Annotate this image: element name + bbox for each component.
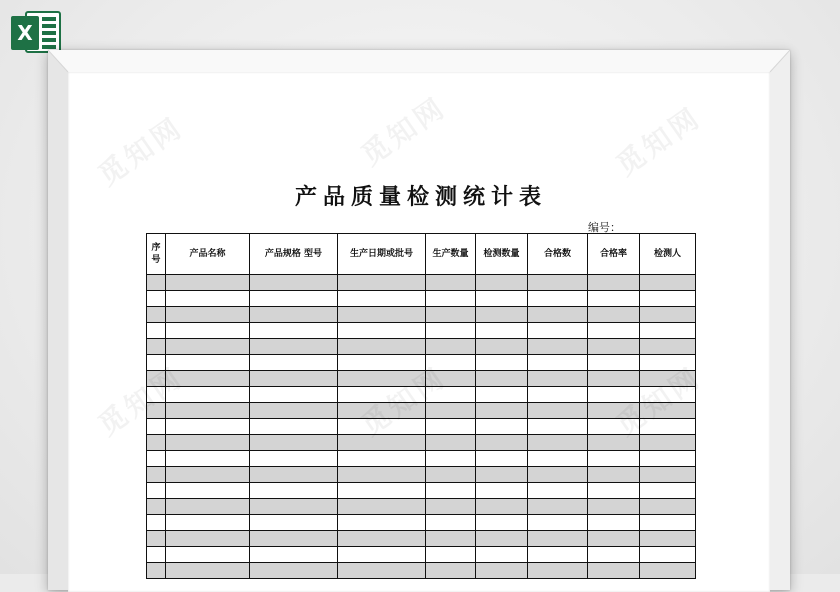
table-cell[interactable] bbox=[476, 499, 528, 515]
table-cell[interactable] bbox=[338, 339, 426, 355]
table-cell[interactable] bbox=[338, 387, 426, 403]
table-cell[interactable] bbox=[476, 307, 528, 323]
table-cell[interactable] bbox=[640, 403, 696, 419]
table-cell[interactable] bbox=[426, 403, 476, 419]
table-cell[interactable] bbox=[426, 531, 476, 547]
table-cell[interactable] bbox=[426, 307, 476, 323]
table-cell[interactable] bbox=[426, 275, 476, 291]
table-cell[interactable] bbox=[250, 371, 338, 387]
table-cell[interactable] bbox=[338, 291, 426, 307]
table-cell[interactable] bbox=[250, 323, 338, 339]
table-cell[interactable] bbox=[426, 451, 476, 467]
table-cell[interactable] bbox=[528, 547, 588, 563]
page-title: 产品质量检测统计表 bbox=[294, 185, 547, 210]
table-cell[interactable] bbox=[338, 419, 426, 435]
table-cell[interactable] bbox=[528, 275, 588, 291]
table-row bbox=[147, 291, 696, 307]
table-row bbox=[147, 419, 696, 435]
table-cell[interactable] bbox=[640, 355, 696, 371]
table-cell[interactable] bbox=[528, 355, 588, 371]
header-cell: 产品名称 bbox=[166, 234, 250, 275]
table-cell[interactable] bbox=[338, 451, 426, 467]
table-cell[interactable] bbox=[250, 547, 338, 563]
table-cell[interactable] bbox=[588, 403, 640, 419]
table-cell[interactable] bbox=[250, 499, 338, 515]
table-cell[interactable] bbox=[147, 499, 166, 515]
header-cell: 序号 bbox=[147, 234, 166, 275]
table-cell[interactable] bbox=[528, 387, 588, 403]
table-row bbox=[147, 499, 696, 515]
table-cell[interactable] bbox=[338, 403, 426, 419]
table-cell[interactable] bbox=[588, 531, 640, 547]
table-cell[interactable] bbox=[250, 467, 338, 483]
table-cell[interactable] bbox=[640, 339, 696, 355]
table-cell[interactable] bbox=[426, 323, 476, 339]
table-cell[interactable] bbox=[528, 339, 588, 355]
table-cell[interactable] bbox=[166, 547, 250, 563]
table-row bbox=[147, 515, 696, 531]
table-cell[interactable] bbox=[640, 563, 696, 579]
table-body bbox=[147, 275, 696, 579]
table-cell[interactable] bbox=[338, 531, 426, 547]
table-cell[interactable] bbox=[250, 451, 338, 467]
table-cell[interactable] bbox=[640, 467, 696, 483]
code-label: 编号： bbox=[588, 221, 621, 234]
table-cell[interactable] bbox=[147, 355, 166, 371]
table-cell[interactable] bbox=[147, 275, 166, 291]
table-cell[interactable] bbox=[338, 515, 426, 531]
table-cell[interactable] bbox=[426, 371, 476, 387]
table-row bbox=[147, 531, 696, 547]
table-cell[interactable] bbox=[528, 483, 588, 499]
table-cell[interactable] bbox=[640, 451, 696, 467]
table-cell[interactable] bbox=[528, 307, 588, 323]
table-cell[interactable] bbox=[640, 547, 696, 563]
table-cell[interactable] bbox=[338, 307, 426, 323]
table-cell[interactable] bbox=[476, 323, 528, 339]
table-cell[interactable] bbox=[528, 419, 588, 435]
table-cell[interactable] bbox=[338, 563, 426, 579]
table-cell[interactable] bbox=[640, 499, 696, 515]
table-cell[interactable] bbox=[476, 531, 528, 547]
table-cell[interactable] bbox=[166, 563, 250, 579]
table-cell[interactable] bbox=[640, 323, 696, 339]
table-cell[interactable] bbox=[640, 419, 696, 435]
table-cell[interactable] bbox=[147, 515, 166, 531]
header-cell: 生产数量 bbox=[426, 234, 476, 275]
table-cell[interactable] bbox=[166, 531, 250, 547]
table-row bbox=[147, 339, 696, 355]
table-cell[interactable] bbox=[147, 563, 166, 579]
table-cell[interactable] bbox=[426, 291, 476, 307]
table-cell[interactable] bbox=[426, 483, 476, 499]
table-cell[interactable] bbox=[588, 371, 640, 387]
header-cell: 合格数 bbox=[528, 234, 588, 275]
table-cell[interactable] bbox=[250, 355, 338, 371]
table-cell[interactable] bbox=[640, 483, 696, 499]
table-cell[interactable] bbox=[528, 531, 588, 547]
inspection-table bbox=[146, 233, 696, 579]
table-cell[interactable] bbox=[588, 339, 640, 355]
table-cell[interactable] bbox=[476, 467, 528, 483]
table-cell[interactable] bbox=[640, 291, 696, 307]
table-cell[interactable] bbox=[588, 355, 640, 371]
table-cell[interactable] bbox=[588, 499, 640, 515]
table-cell[interactable] bbox=[528, 323, 588, 339]
table-cell[interactable] bbox=[588, 563, 640, 579]
table-cell[interactable] bbox=[166, 403, 250, 419]
table-cell[interactable] bbox=[476, 515, 528, 531]
table-cell[interactable] bbox=[426, 547, 476, 563]
table-cell[interactable] bbox=[640, 371, 696, 387]
header-cell: 检测人 bbox=[640, 234, 696, 275]
table-row bbox=[147, 387, 696, 403]
table-cell[interactable] bbox=[588, 435, 640, 451]
table-cell[interactable] bbox=[426, 499, 476, 515]
table-cell[interactable] bbox=[528, 563, 588, 579]
svg-text:X: X bbox=[17, 21, 33, 45]
table-cell[interactable] bbox=[338, 355, 426, 371]
table-cell[interactable] bbox=[426, 467, 476, 483]
table-cell[interactable] bbox=[476, 403, 528, 419]
table-cell[interactable] bbox=[250, 531, 338, 547]
table-cell[interactable] bbox=[147, 467, 166, 483]
header-cell: 产品规格 型号 bbox=[250, 234, 338, 275]
table-cell[interactable] bbox=[528, 515, 588, 531]
table-cell[interactable] bbox=[528, 291, 588, 307]
table-cell[interactable] bbox=[338, 435, 426, 451]
table-cell[interactable] bbox=[338, 499, 426, 515]
table-cell[interactable] bbox=[338, 547, 426, 563]
table-cell[interactable] bbox=[166, 515, 250, 531]
table-cell[interactable] bbox=[476, 451, 528, 467]
table-cell[interactable] bbox=[147, 451, 166, 467]
table-cell[interactable] bbox=[588, 275, 640, 291]
table-row bbox=[147, 483, 696, 499]
table-cell[interactable] bbox=[476, 275, 528, 291]
table-cell[interactable] bbox=[476, 435, 528, 451]
table-cell[interactable] bbox=[338, 323, 426, 339]
table-cell[interactable] bbox=[147, 403, 166, 419]
table-cell[interactable] bbox=[426, 339, 476, 355]
table-cell[interactable] bbox=[588, 483, 640, 499]
table-cell[interactable] bbox=[528, 467, 588, 483]
table-cell[interactable] bbox=[250, 307, 338, 323]
header-row bbox=[147, 234, 696, 275]
header-cell: 合格率 bbox=[588, 234, 640, 275]
table-cell[interactable] bbox=[640, 435, 696, 451]
table-cell[interactable] bbox=[476, 483, 528, 499]
table-cell[interactable] bbox=[166, 307, 250, 323]
table-cell[interactable] bbox=[147, 291, 166, 307]
table-cell[interactable] bbox=[338, 467, 426, 483]
table-cell[interactable] bbox=[250, 435, 338, 451]
header-cell: 检测数量 bbox=[476, 234, 528, 275]
table-cell[interactable] bbox=[147, 387, 166, 403]
table-cell[interactable] bbox=[166, 355, 250, 371]
table-cell[interactable] bbox=[166, 291, 250, 307]
table-cell[interactable] bbox=[250, 275, 338, 291]
table-cell[interactable] bbox=[476, 355, 528, 371]
table-cell[interactable] bbox=[250, 387, 338, 403]
table-cell[interactable] bbox=[147, 307, 166, 323]
table-cell[interactable] bbox=[147, 339, 166, 355]
table-row bbox=[147, 323, 696, 339]
table-cell[interactable] bbox=[166, 435, 250, 451]
table-cell[interactable] bbox=[640, 307, 696, 323]
table-cell[interactable] bbox=[426, 387, 476, 403]
table-cell[interactable] bbox=[476, 387, 528, 403]
table-cell[interactable] bbox=[338, 483, 426, 499]
table-cell[interactable] bbox=[166, 371, 250, 387]
table-cell[interactable] bbox=[426, 515, 476, 531]
table-cell[interactable] bbox=[166, 451, 250, 467]
table-row bbox=[147, 467, 696, 483]
table-cell[interactable] bbox=[250, 339, 338, 355]
table-cell[interactable] bbox=[338, 275, 426, 291]
table-row bbox=[147, 355, 696, 371]
table-cell[interactable] bbox=[166, 323, 250, 339]
table-cell[interactable] bbox=[426, 355, 476, 371]
table-cell[interactable] bbox=[426, 419, 476, 435]
table-row bbox=[147, 451, 696, 467]
table-cell[interactable] bbox=[166, 387, 250, 403]
table-cell[interactable] bbox=[250, 483, 338, 499]
table-cell[interactable] bbox=[588, 291, 640, 307]
table-cell[interactable] bbox=[338, 371, 426, 387]
table-row bbox=[147, 307, 696, 323]
table-cell[interactable] bbox=[147, 483, 166, 499]
table-cell[interactable] bbox=[426, 563, 476, 579]
table-cell[interactable] bbox=[166, 483, 250, 499]
table-row bbox=[147, 435, 696, 451]
table-row bbox=[147, 563, 696, 579]
table-row bbox=[147, 403, 696, 419]
table-cell[interactable] bbox=[588, 307, 640, 323]
table-row bbox=[147, 275, 696, 291]
table-cell[interactable] bbox=[588, 419, 640, 435]
table-cell[interactable] bbox=[147, 547, 166, 563]
table-cell[interactable] bbox=[640, 275, 696, 291]
table-cell[interactable] bbox=[250, 419, 338, 435]
table-cell[interactable] bbox=[528, 371, 588, 387]
table-cell[interactable] bbox=[528, 451, 588, 467]
table-cell[interactable] bbox=[588, 467, 640, 483]
table-cell[interactable] bbox=[166, 339, 250, 355]
table-cell[interactable] bbox=[250, 291, 338, 307]
table-cell[interactable] bbox=[476, 291, 528, 307]
table-cell[interactable] bbox=[166, 467, 250, 483]
table-cell[interactable] bbox=[640, 515, 696, 531]
table-cell[interactable] bbox=[588, 387, 640, 403]
table-cell[interactable] bbox=[426, 435, 476, 451]
table-cell[interactable] bbox=[476, 547, 528, 563]
table-cell[interactable] bbox=[476, 563, 528, 579]
table-cell[interactable] bbox=[476, 419, 528, 435]
table-cell[interactable] bbox=[640, 531, 696, 547]
table-cell[interactable] bbox=[588, 547, 640, 563]
table-cell[interactable] bbox=[588, 323, 640, 339]
table-cell[interactable] bbox=[476, 339, 528, 355]
table-cell[interactable] bbox=[147, 419, 166, 435]
table-row bbox=[147, 371, 696, 387]
table-cell[interactable] bbox=[588, 451, 640, 467]
table-cell[interactable] bbox=[528, 435, 588, 451]
table-cell[interactable] bbox=[250, 563, 338, 579]
table-cell[interactable] bbox=[147, 435, 166, 451]
table-cell[interactable] bbox=[147, 371, 166, 387]
table-cell[interactable] bbox=[166, 419, 250, 435]
table-cell[interactable] bbox=[250, 515, 338, 531]
header-cell: 生产日期或批号 bbox=[338, 234, 426, 275]
table-cell[interactable] bbox=[528, 403, 588, 419]
table-cell[interactable] bbox=[640, 387, 696, 403]
table-row bbox=[147, 547, 696, 563]
table-cell[interactable] bbox=[528, 499, 588, 515]
table-cell[interactable] bbox=[166, 275, 250, 291]
table-cell[interactable] bbox=[588, 515, 640, 531]
table-cell[interactable] bbox=[476, 371, 528, 387]
table-cell[interactable] bbox=[147, 323, 166, 339]
table-cell[interactable] bbox=[250, 403, 338, 419]
table-cell[interactable] bbox=[147, 531, 166, 547]
table-cell[interactable] bbox=[166, 499, 250, 515]
